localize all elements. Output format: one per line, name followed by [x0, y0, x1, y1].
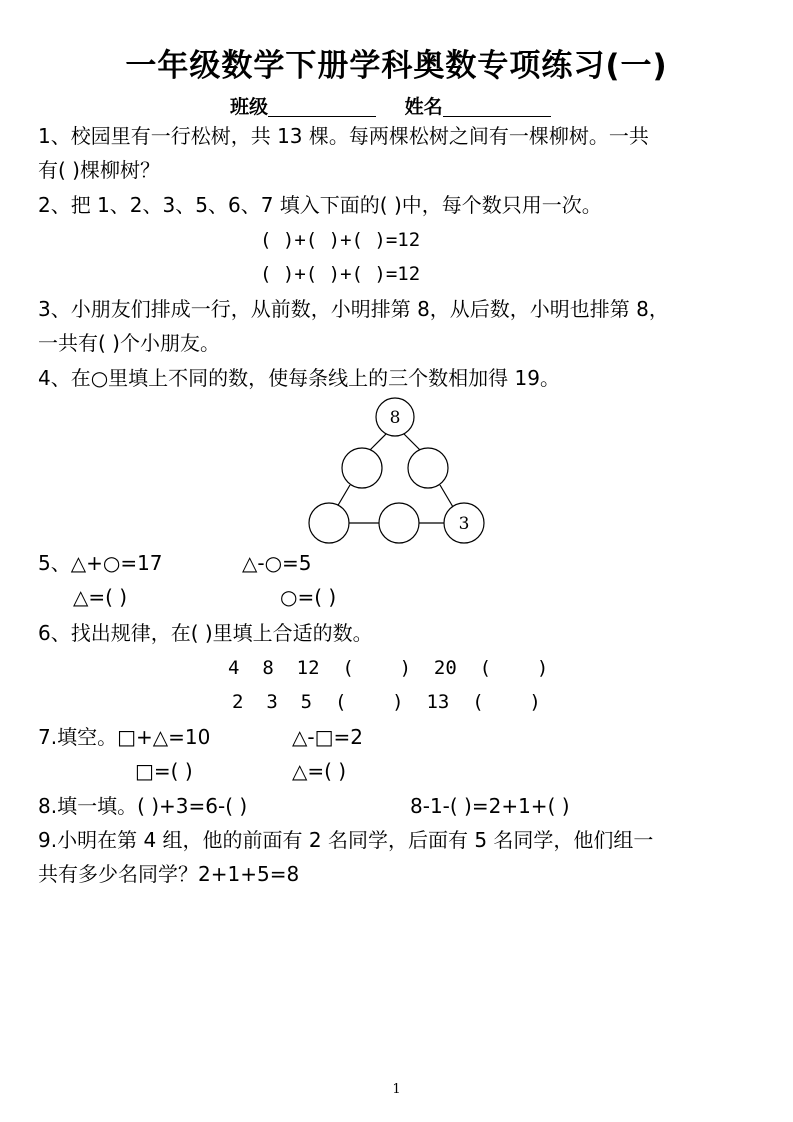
q5-answer-1: △=( )	[73, 585, 128, 609]
q5-answer-2: ○=( )	[280, 585, 337, 609]
triangle-circle-diagram	[300, 392, 500, 552]
q8-equation-1: 8.填一填。( )+3=6-( )	[38, 794, 248, 818]
q6-sequence-2: 2 3 5 ( ) 13 ( )	[232, 691, 541, 713]
q1-line2: 有( )棵柳树？	[38, 158, 160, 182]
q9-line1: 9.小明在第 4 组，他的前面有 2 名同学，后面有 5 名同学，他们组一	[38, 828, 654, 852]
q7-answer-2: △=( )	[292, 759, 347, 783]
class-blank[interactable]	[268, 96, 376, 117]
page-title: 一年级数学下册学科奥数专项练习(一)	[125, 48, 668, 84]
q5-equation-1: 5、△+○=17	[38, 551, 163, 575]
circle-bottom-right-value: 3	[458, 514, 470, 534]
q2-equation-1: ( )+( )+( )=12	[260, 229, 421, 251]
q7-equation-1: 7.填空。□+△=10	[38, 725, 211, 749]
circle-top-value: 8	[389, 408, 401, 428]
q3-line2: 一共有( )个小朋友。	[38, 331, 220, 355]
q6-sequence-1: 4 8 12 ( ) 20 ( )	[228, 657, 549, 679]
circle-bottom-left[interactable]	[309, 503, 349, 543]
q2-equation-2: ( )+( )+( )=12	[260, 263, 421, 285]
q5-equation-2: △-○=5	[242, 551, 312, 575]
q3-line1: 3、小朋友们排成一行，从前数，小明排第 8，从后数，小明也排第 8，	[38, 297, 669, 321]
q7-answer-1: □=( )	[135, 759, 193, 783]
q6-line1: 6、找出规律，在( )里填上合适的数。	[38, 621, 373, 645]
name-blank[interactable]	[443, 96, 551, 117]
circle-bottom-middle[interactable]	[379, 503, 419, 543]
name-label: 姓名	[404, 96, 443, 118]
circle-right-middle[interactable]	[408, 448, 448, 488]
page-number: 1	[392, 1082, 401, 1097]
q8-equation-2: 8-1-( )=2+1+( )	[410, 794, 570, 818]
circle-left-middle[interactable]	[342, 448, 382, 488]
q9-line2: 共有多少名同学？2+1+5=8	[38, 862, 300, 886]
q7-equation-2: △-□=2	[292, 725, 363, 749]
q1-line1: 1、校园里有一行松树，共 13 棵。每两棵松树之间有一棵柳树。一共	[38, 124, 649, 148]
class-label: 班级	[230, 96, 269, 118]
q4-line1: 4、在○里填上不同的数，使每条线上的三个数相加得 19。	[38, 366, 560, 390]
q2-line1: 2、把 1、2、3、5、6、7 填入下面的( )中，每个数只用一次。	[38, 193, 602, 217]
student-info	[230, 92, 573, 119]
